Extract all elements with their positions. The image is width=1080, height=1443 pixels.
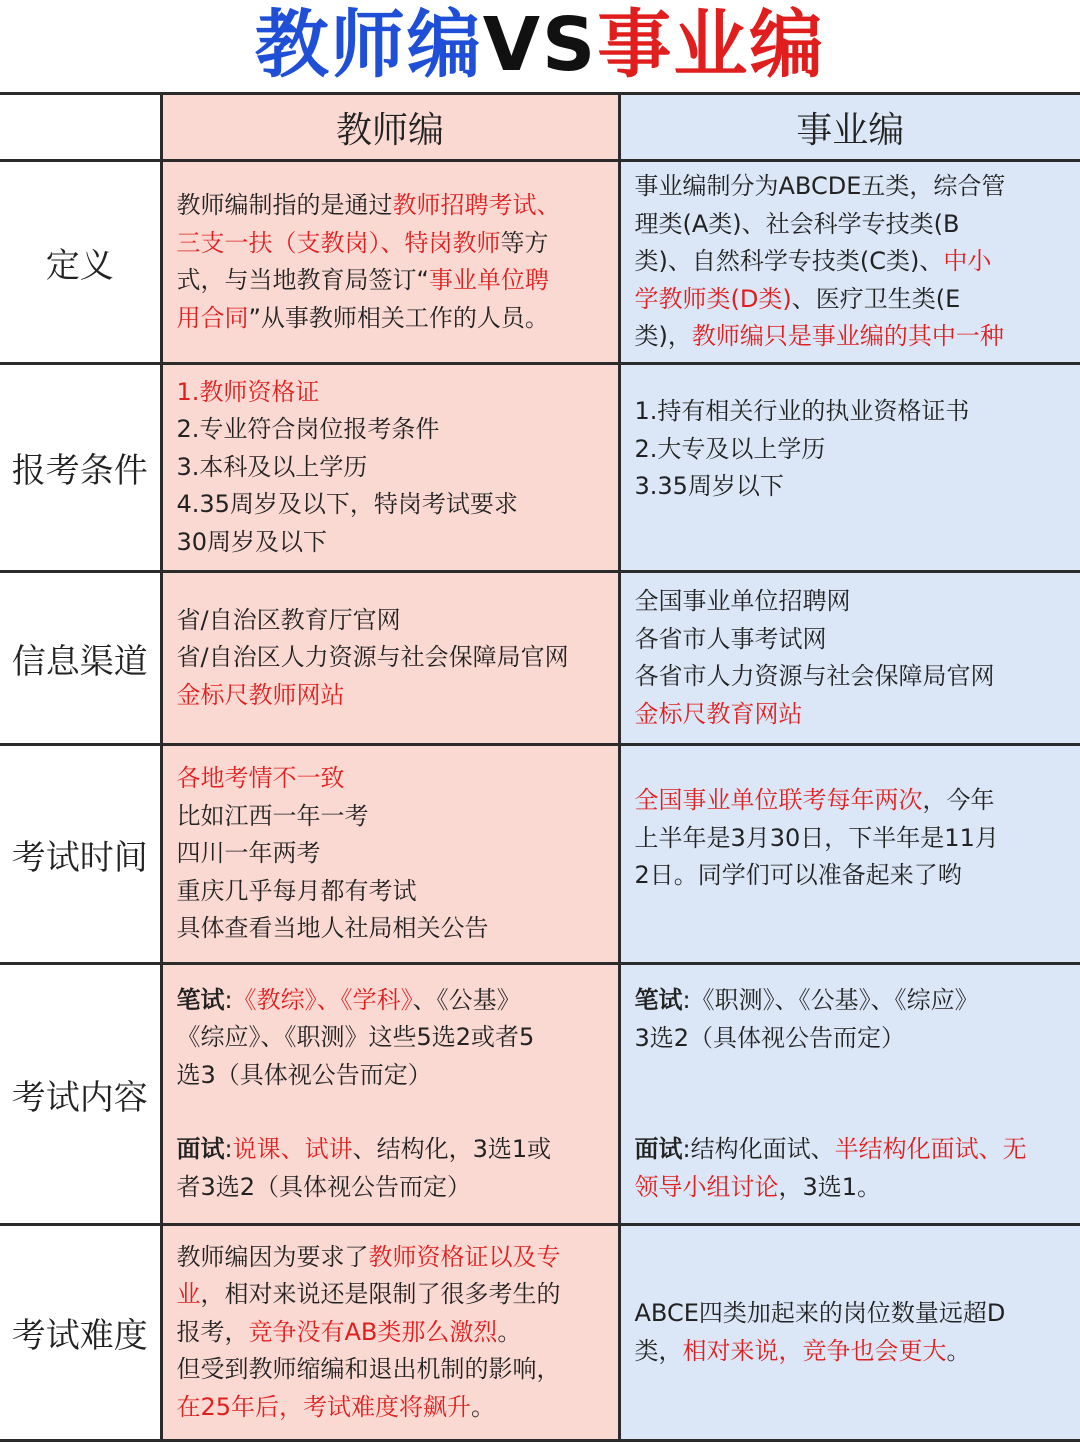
highlight-text: 用合同: [176, 303, 249, 332]
highlight-text: 学教师类(D类): [634, 284, 792, 313]
cell-line: [635, 1169, 1071, 1207]
row-label: 报考条件: [0, 364, 161, 572]
cell-line: [177, 798, 608, 836]
cell-text: 面试: [634, 1135, 683, 1163]
cell-text: 《综应》、《职测》这些5选2或者5: [176, 1023, 535, 1052]
cell-line: [635, 820, 1071, 858]
cell-text: :结构化面试、: [682, 1135, 835, 1163]
highlight-text: 在25年后，考试难度将飙升: [176, 1392, 472, 1421]
cell-text: 式，与当地教育局签订“: [176, 266, 429, 294]
cell-line: [177, 1351, 608, 1389]
teacher-cell: [163, 602, 618, 715]
cell-text: 选3（具体视公告而定）: [176, 1060, 432, 1089]
title-teacher: 教师编: [254, 2, 483, 88]
cell-line: [177, 449, 608, 487]
highlight-text: 业: [176, 1280, 201, 1309]
cell-text: 面试: [176, 1135, 225, 1164]
header-teacher: 教师编: [161, 94, 619, 161]
cell-text: 。: [497, 1317, 522, 1346]
table-header-row: [0, 94, 1080, 161]
cell-text: 者3选2（具体视公告而定）: [176, 1172, 472, 1201]
cell-line: [177, 1239, 608, 1277]
page-title: [0, 0, 1080, 92]
highlight-text: 相对来说，竞争也会更大: [682, 1336, 947, 1365]
table-row: [0, 572, 1080, 745]
cell-text: 全国事业单位招聘网: [634, 587, 851, 615]
cell-text: 笔试: [634, 986, 683, 1014]
cell-text: 比如江西一年一考: [176, 801, 369, 830]
cell-line: [177, 1389, 608, 1427]
row-label: 考试难度: [0, 1225, 161, 1441]
title-vs: VS: [482, 2, 598, 88]
cell-text: 重庆几乎每月都有考试: [176, 876, 417, 905]
cell-text: 2.大专及以上学历: [634, 434, 826, 463]
cell-line: [177, 835, 608, 873]
highlight-text: 事业单位聘: [428, 266, 549, 294]
cell-text: :: [224, 1135, 233, 1164]
cell-line: [635, 1295, 1071, 1333]
cell-text: 1.持有相关行业的执业资格证书: [634, 397, 970, 425]
row-label: 信息渠道: [0, 572, 161, 745]
cell-text: 。: [946, 1336, 971, 1365]
highlight-text: 全国事业单位联考每年两次: [634, 786, 923, 814]
public-cell: [621, 583, 1080, 733]
cell-line: [635, 583, 1071, 621]
highlight-text: 金标尺教育网站: [634, 699, 803, 728]
cell-line: [177, 225, 608, 263]
cell-line: [177, 374, 608, 412]
teacher-cell: [163, 374, 618, 562]
cell-line: [177, 1094, 608, 1131]
header-empty-cell: [0, 94, 161, 161]
cell-line: [635, 168, 1071, 206]
cell-text: ，相对来说还是限制了很多考生的: [200, 1280, 561, 1309]
cell-text: 3.35周岁以下: [634, 472, 784, 500]
cell-text: :: [224, 985, 233, 1014]
cell-text: 省/自治区人力资源与社会保障局官网: [176, 643, 569, 672]
table-row: [0, 745, 1080, 964]
table-row: [0, 964, 1080, 1225]
cell-line: [177, 1131, 608, 1169]
highlight-text: 说课、试讲: [232, 1135, 353, 1164]
public-cell: [621, 168, 1080, 356]
cell-line: [635, 1333, 1071, 1371]
cell-line: [635, 696, 1071, 734]
cell-line: [177, 1314, 608, 1352]
cell-text: 笔试: [176, 985, 225, 1014]
cell-text: ”从事教师相关工作的人员。: [248, 303, 549, 332]
row-label: 考试时间: [0, 745, 161, 964]
cell-text: ，今年: [922, 786, 995, 814]
teacher-cell: [163, 760, 618, 948]
cell-text: 类)，: [634, 322, 692, 351]
cell-text: 等方: [500, 228, 549, 257]
cell-line: [635, 782, 1071, 820]
cell-text: 2日。同学们可以准备起来了哟: [634, 861, 962, 889]
teacher-cell: [163, 1239, 618, 1427]
cell-line: [635, 243, 1071, 281]
cell-line: [635, 1131, 1071, 1169]
title-public: 事业编: [597, 2, 826, 88]
cell-text: 各省市人力资源与社会保障局官网: [634, 662, 995, 690]
cell-text: 省/自治区教育厅官网: [176, 605, 401, 634]
cell-line: [635, 1020, 1071, 1058]
highlight-text: 教师招聘考试、: [392, 191, 561, 219]
cell-text: 3.本科及以上学历: [176, 452, 368, 481]
cell-line: [635, 281, 1071, 319]
cell-text: 教师编制指的是通过: [176, 191, 393, 219]
highlight-text: 《教综》、《学科》: [232, 985, 413, 1014]
highlight-text: 半结构化面试、无: [834, 1135, 1027, 1163]
highlight-text: 教师编只是事业编的其中一种: [691, 322, 1004, 351]
cell-line: [177, 486, 608, 524]
cell-line: [177, 1169, 608, 1207]
cell-line: [177, 602, 608, 640]
cell-text: 类，: [634, 1336, 683, 1365]
cell-text: 3选2（具体视公告而定）: [634, 1023, 906, 1052]
cell-text: ，3选1。: [778, 1172, 882, 1201]
cell-text: 30周岁及以下: [176, 527, 328, 556]
cell-line: [177, 1276, 608, 1314]
cell-line: [635, 1057, 1071, 1094]
cell-text: 报考，: [176, 1317, 249, 1346]
cell-line: [635, 468, 1071, 506]
cell-text: 具体查看当地人社局相关公告: [176, 914, 489, 943]
cell-text: 4.35周岁及以下，特岗考试要求: [176, 490, 518, 519]
public-cell: [621, 1295, 1080, 1370]
cell-line: [177, 524, 608, 562]
cell-text: 事业编制分为ABCDE五类，综合管: [634, 172, 1006, 201]
cell-text: 上半年是3月30日，下半年是11月: [634, 823, 999, 852]
cell-text: 、《公基》: [412, 985, 521, 1014]
cell-text: :《职测》、《公基》、《综应》: [682, 986, 979, 1014]
table-row: [0, 364, 1080, 572]
highlight-text: 金标尺教师网站: [176, 680, 345, 709]
teacher-cell: [163, 982, 618, 1207]
cell-text: 理类(A类)、社会科学专技类(B: [634, 209, 960, 238]
cell-line: [177, 910, 608, 948]
cell-line: [177, 982, 608, 1020]
cell-line: [635, 1094, 1071, 1131]
teacher-cell: [163, 187, 618, 337]
header-public: 事业编: [619, 94, 1080, 161]
highlight-text: 教师资格证以及专: [368, 1242, 561, 1271]
public-cell: [621, 982, 1080, 1206]
row-label: 考试内容: [0, 964, 161, 1225]
cell-text: 类)、自然科学专技类(C类)、: [634, 247, 944, 276]
public-cell: [621, 393, 1080, 506]
table-row: [0, 1225, 1080, 1441]
cell-line: [177, 760, 608, 798]
highlight-text: 中小: [943, 247, 992, 276]
public-cell: [621, 782, 1080, 895]
cell-line: [177, 411, 608, 449]
cell-text: 各省市人事考试网: [634, 624, 827, 653]
cell-text: 、结构化，3选1或: [352, 1135, 552, 1164]
cell-text: 、医疗卫生类(E: [791, 284, 961, 313]
cell-text: 四川一年两考: [176, 839, 321, 868]
cell-line: [177, 1057, 608, 1095]
cell-text: 2.专业符合岗位报考条件: [176, 415, 440, 444]
cell-line: [177, 1019, 608, 1057]
cell-line: [177, 677, 608, 715]
comparison-table: [0, 92, 1080, 1442]
cell-line: [635, 393, 1071, 431]
cell-text: 教师编因为要求了: [176, 1242, 369, 1271]
cell-line: [177, 262, 608, 300]
cell-text: 但受到教师缩编和退出机制的影响，: [176, 1355, 561, 1384]
row-label: 定义: [0, 161, 161, 364]
cell-line: [635, 621, 1071, 659]
cell-text: 。: [471, 1392, 496, 1421]
cell-line: [635, 206, 1071, 244]
highlight-text: 1.教师资格证: [176, 377, 320, 406]
cell-line: [177, 300, 608, 338]
cell-line: [635, 658, 1071, 696]
cell-line: [635, 431, 1071, 469]
highlight-text: 各地考情不一致: [176, 764, 345, 793]
cell-text: ABCE四类加起来的岗位数量远超D: [634, 1299, 1006, 1327]
cell-line: [635, 857, 1071, 895]
highlight-text: 三支一扶（支教岗）、特岗教师: [176, 228, 501, 257]
table-row: [0, 161, 1080, 364]
highlight-text: 竞争没有AB类那么激烈: [248, 1317, 498, 1346]
cell-line: [177, 187, 608, 225]
highlight-text: 领导小组讨论: [634, 1172, 779, 1201]
cell-line: [635, 982, 1071, 1020]
cell-line: [177, 639, 608, 677]
cell-line: [177, 873, 608, 911]
cell-line: [635, 318, 1071, 356]
